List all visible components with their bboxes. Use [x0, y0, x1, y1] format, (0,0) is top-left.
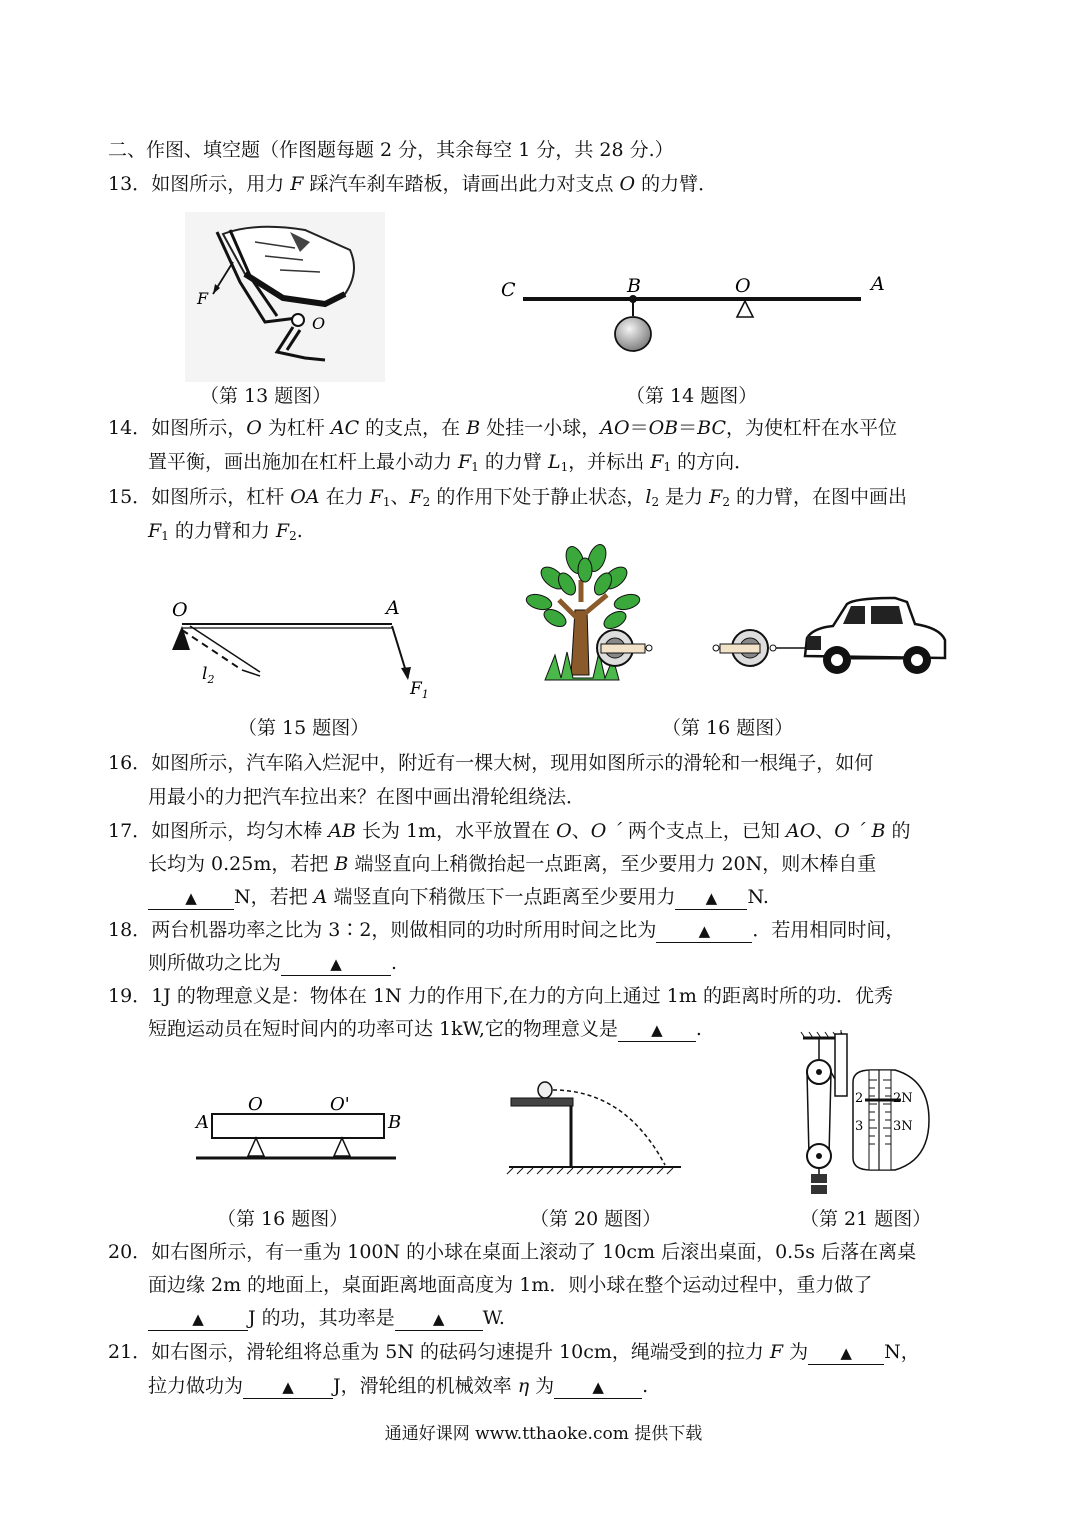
q15-symbol: F: [275, 520, 290, 542]
q17-text: 两个支点上，已知: [621, 820, 786, 842]
q14-symbol: O: [246, 417, 262, 439]
q17-text: 长为 1m，水平放置在: [355, 820, 557, 842]
q17-text: 、: [815, 820, 835, 842]
answer-blank[interactable]: [148, 1307, 248, 1331]
fig13-caption: （第 13 题图）: [200, 385, 332, 407]
q14-text: ，并标出: [568, 451, 651, 473]
q15-text: 是力: [659, 486, 710, 508]
fig15-caption: （第 15 题图）: [238, 717, 370, 739]
q21-text: N，: [884, 1341, 920, 1363]
q14-subscript: 1: [560, 460, 569, 474]
fixed-pulley-icon: [597, 630, 652, 666]
q20-number: 20．: [108, 1241, 152, 1263]
fig14-label-B: B: [627, 275, 641, 297]
q19-text: 1J 的物理意义是：物体在 1N 力的作用下,在力的方向上通过 1m 的距离时所的功．优秀: [151, 985, 893, 1007]
q13-force-symbol: F: [290, 173, 304, 195]
q15-text: 的力臂，在图中画出: [730, 486, 908, 508]
question-19-line2: [148, 1015, 702, 1043]
fig17-label-A: A: [196, 1112, 209, 1133]
question-20-line2: 面边缘 2m 的地面上，桌面距离地面高度为 1m．则小球在整个运动过程中，重力做了: [148, 1274, 873, 1296]
fig16a-caption: （第 16 题图）: [662, 717, 794, 739]
fig17-label-O-prime: O': [330, 1094, 350, 1115]
movable-pulley-icon: [713, 630, 776, 666]
blank-marker: ▲: [185, 889, 197, 907]
q14-text: 的力臂: [478, 451, 548, 473]
fig17-label-B: B: [388, 1112, 402, 1133]
blank-marker: ▲: [698, 922, 711, 940]
q17-text: 如图所示，均匀木棒: [151, 820, 329, 842]
q17-text: 端竖直向下稍微压下一点距离至少要用力: [327, 886, 676, 908]
question-16: [108, 749, 873, 777]
q14-text: 处挂一小球，: [480, 417, 601, 439]
fig14-label-A: A: [871, 273, 885, 295]
q15-subscript: 2: [289, 529, 297, 543]
q14-text: 为杠杆: [261, 417, 331, 439]
question-16-line2: 用最小的力把汽车拉出来？在图中画出滑轮组绕法．: [148, 786, 586, 808]
fig13-label-F: F: [197, 289, 209, 308]
fig15-label-O: O: [172, 599, 188, 621]
blank-marker: ▲: [330, 955, 342, 973]
q18-text: ．若用相同时间，: [752, 919, 905, 941]
q15-subscript: 1: [161, 529, 169, 543]
q15-subscript: 2: [722, 495, 730, 509]
pulley-block-figure: [795, 1030, 930, 1198]
q17-text: 长均为 0.25m，若把: [148, 853, 335, 875]
q17-text: 、: [571, 820, 591, 842]
q16-number: 16．: [108, 752, 152, 774]
fig13-label-O: O: [312, 314, 326, 333]
q14-text: ，为使杠杆在水平位: [726, 417, 898, 439]
q14-text: ＝: [678, 417, 698, 439]
question-20-line3: [148, 1304, 505, 1332]
q15-subscript: 2: [422, 495, 431, 509]
fig14-label-O: O: [735, 275, 751, 297]
fig15-label-l2: $l_2$: [202, 664, 215, 686]
q14-text: 置平衡，画出施加在杠杆上最小动力: [148, 451, 459, 473]
fig17-label-O: O: [248, 1094, 263, 1115]
question-18: [108, 916, 904, 944]
q20-text: W.: [482, 1307, 505, 1329]
question-14-line2: [148, 448, 753, 481]
answer-blank[interactable]: [148, 886, 234, 910]
q15-subscript: 1: [382, 495, 391, 509]
question-14: [108, 414, 897, 442]
question-15-line2: [148, 517, 303, 550]
q14-subscript: 1: [663, 460, 672, 474]
q17-symbol: O ´: [590, 820, 622, 842]
blank-marker: ▲: [651, 1021, 663, 1039]
q20-text: 如右图所示，有一重为 100N 的小球在桌面上滚动了 10cm 后滚出桌面，0.5s 后落在离桌: [151, 1241, 917, 1263]
q17-symbol: O ´ B: [834, 820, 886, 842]
q17-symbol: A: [313, 886, 328, 908]
q14-symbol: AC: [330, 417, 360, 439]
fig14-label-C: C: [501, 279, 516, 301]
fig20-caption: （第 20 题图）: [530, 1208, 662, 1230]
q14-number: 14．: [108, 417, 152, 439]
q13-pivot-symbol: O: [619, 173, 636, 195]
answer-blank[interactable]: [808, 1341, 884, 1365]
blank-marker: ▲: [592, 1378, 604, 1396]
rod-supports-figure: [190, 1088, 410, 1168]
q17-symbol: O: [556, 820, 572, 842]
q14-symbol: OB: [648, 417, 679, 439]
fig21-tick-3N: 3N: [893, 1119, 913, 1134]
q21-number: 21．: [108, 1341, 152, 1363]
answer-blank[interactable]: [395, 1307, 483, 1331]
question-17-line3: [148, 883, 769, 911]
q13-text: 的力臂．: [635, 173, 718, 195]
q14-text: 的支点，在: [359, 417, 467, 439]
q16-text: 如图所示，汽车陷入烂泥中，附近有一棵大树，现用如图所示的滑轮和一根绳子，如何: [151, 752, 874, 774]
brake-pedal-figure: [185, 212, 385, 382]
q14-symbol: AO: [600, 417, 630, 439]
question-21: [108, 1338, 920, 1366]
q21-text: .: [642, 1375, 649, 1397]
lever-oa-figure: [160, 590, 440, 705]
blank-marker: ▲: [432, 1310, 445, 1328]
q14-text: 的方向．: [671, 451, 754, 473]
q21-text: 如右图示，滑轮组将总重为 5N 的砝码匀速提升 10cm，绳端受到的拉力: [151, 1341, 770, 1363]
q14-symbol: BC: [697, 417, 726, 439]
section-heading: 二、作图、填空题（作图题每题 2 分，其余每空 1 分，共 28 分.）: [108, 139, 674, 161]
q21-text: 拉力做功为: [148, 1375, 244, 1397]
q15-symbol: F: [409, 486, 423, 508]
answer-blank[interactable]: [281, 952, 391, 976]
fig15-label-F1: $F_1$: [410, 679, 429, 701]
q15-symbol: F: [369, 486, 383, 508]
q17-symbol: AB: [328, 820, 356, 842]
fig21-caption: （第 21 题图）: [800, 1208, 932, 1230]
question-19: [108, 982, 893, 1010]
question-17: [108, 817, 910, 845]
q17-symbol: AO: [785, 820, 816, 842]
q17-text: N，若把: [234, 886, 314, 908]
q15-symbol: OA: [290, 486, 320, 508]
q15-symbol: F: [148, 520, 162, 542]
q17-text: 的: [885, 820, 911, 842]
q18-text: .: [391, 952, 398, 974]
q21-text: 为: [529, 1375, 555, 1397]
question-18-line2: [148, 949, 397, 977]
blank-marker: ▲: [282, 1378, 294, 1396]
q13-text: 踩汽车刹车踏板，请画出此力对支点: [303, 173, 620, 195]
fig21-tick-2N: 2N: [893, 1091, 913, 1106]
q19-text: .: [695, 1018, 702, 1040]
question-17-line2: [148, 850, 876, 878]
q21-text: J，滑轮组的机械效率: [333, 1375, 518, 1397]
fig15-label-A: A: [386, 597, 400, 619]
answer-blank[interactable]: [656, 919, 752, 943]
q21-symbol: η: [517, 1375, 530, 1397]
q15-text: 在力: [319, 486, 370, 508]
q15-number: 15．: [108, 486, 152, 508]
q15-symbol: F: [709, 486, 723, 508]
q14-symbol: F: [458, 451, 472, 473]
q18-text: 两台机器功率之比为 3∶2，则做相同的功时所用时间之比为: [151, 919, 657, 941]
q15-text: 如图所示，杠杆: [151, 486, 291, 508]
lever-ball-figure: [495, 272, 895, 358]
q18-text: 则所做功之比为: [148, 952, 282, 974]
car-icon: [805, 598, 945, 674]
answer-blank[interactable]: [675, 886, 747, 910]
q14-text: ＝: [629, 417, 649, 439]
fig14-caption: （第 14 题图）: [626, 385, 758, 407]
answer-blank[interactable]: [554, 1375, 642, 1399]
q15-subscript: 2: [651, 495, 660, 509]
answer-blank[interactable]: [618, 1018, 696, 1042]
q17-number: 17．: [108, 820, 152, 842]
fig21-tick-2: 2: [855, 1091, 864, 1106]
q20-text: J 的功，其功率是: [248, 1307, 395, 1329]
q15-text: 的作用下处于静止状态，: [430, 486, 646, 508]
blank-marker: ▲: [705, 889, 718, 907]
q19-text: 短跑运动员在短时间内的功率可达 1kW,它的物理意义是: [148, 1018, 618, 1040]
question-20: [108, 1238, 916, 1266]
blank-marker: ▲: [840, 1344, 852, 1362]
q13-number: 13．: [108, 173, 152, 195]
q19-number: 19．: [108, 985, 152, 1007]
q14-symbol: L: [547, 451, 561, 473]
q14-symbol: B: [466, 417, 481, 439]
fig16b-caption: （第 16 题图）: [217, 1208, 349, 1230]
fig21-tick-3: 3: [855, 1119, 864, 1134]
page-footer: 通通好课网 www.tthaoke.com 提供下载: [384, 1424, 703, 1444]
answer-blank[interactable]: [243, 1375, 333, 1399]
q17-text: N.: [747, 886, 769, 908]
q17-text: 端竖直向上稍微抬起一点距离，至少要用力 20N，则木棒自重: [348, 853, 877, 875]
question-15: [108, 483, 907, 516]
question-21-line2: [148, 1372, 648, 1400]
q14-text: 如图所示，: [151, 417, 247, 439]
ball-table-figure: [505, 1070, 685, 1175]
tree-pulley-car-figure: [515, 540, 955, 690]
blank-marker: ▲: [192, 1310, 204, 1328]
q21-text: 为: [783, 1341, 809, 1363]
question-13: [108, 170, 717, 198]
q21-symbol: F: [769, 1341, 784, 1363]
q14-symbol: F: [650, 451, 664, 473]
q15-symbol: l: [645, 486, 652, 508]
q17-symbol: B: [334, 853, 349, 875]
q15-text: .: [296, 520, 303, 542]
q15-text: 的力臂和力: [168, 520, 276, 542]
q14-subscript: 1: [471, 460, 479, 474]
q15-text: 、: [390, 486, 410, 508]
q18-number: 18．: [108, 919, 152, 941]
q13-text: 如图所示，用力: [151, 173, 291, 195]
